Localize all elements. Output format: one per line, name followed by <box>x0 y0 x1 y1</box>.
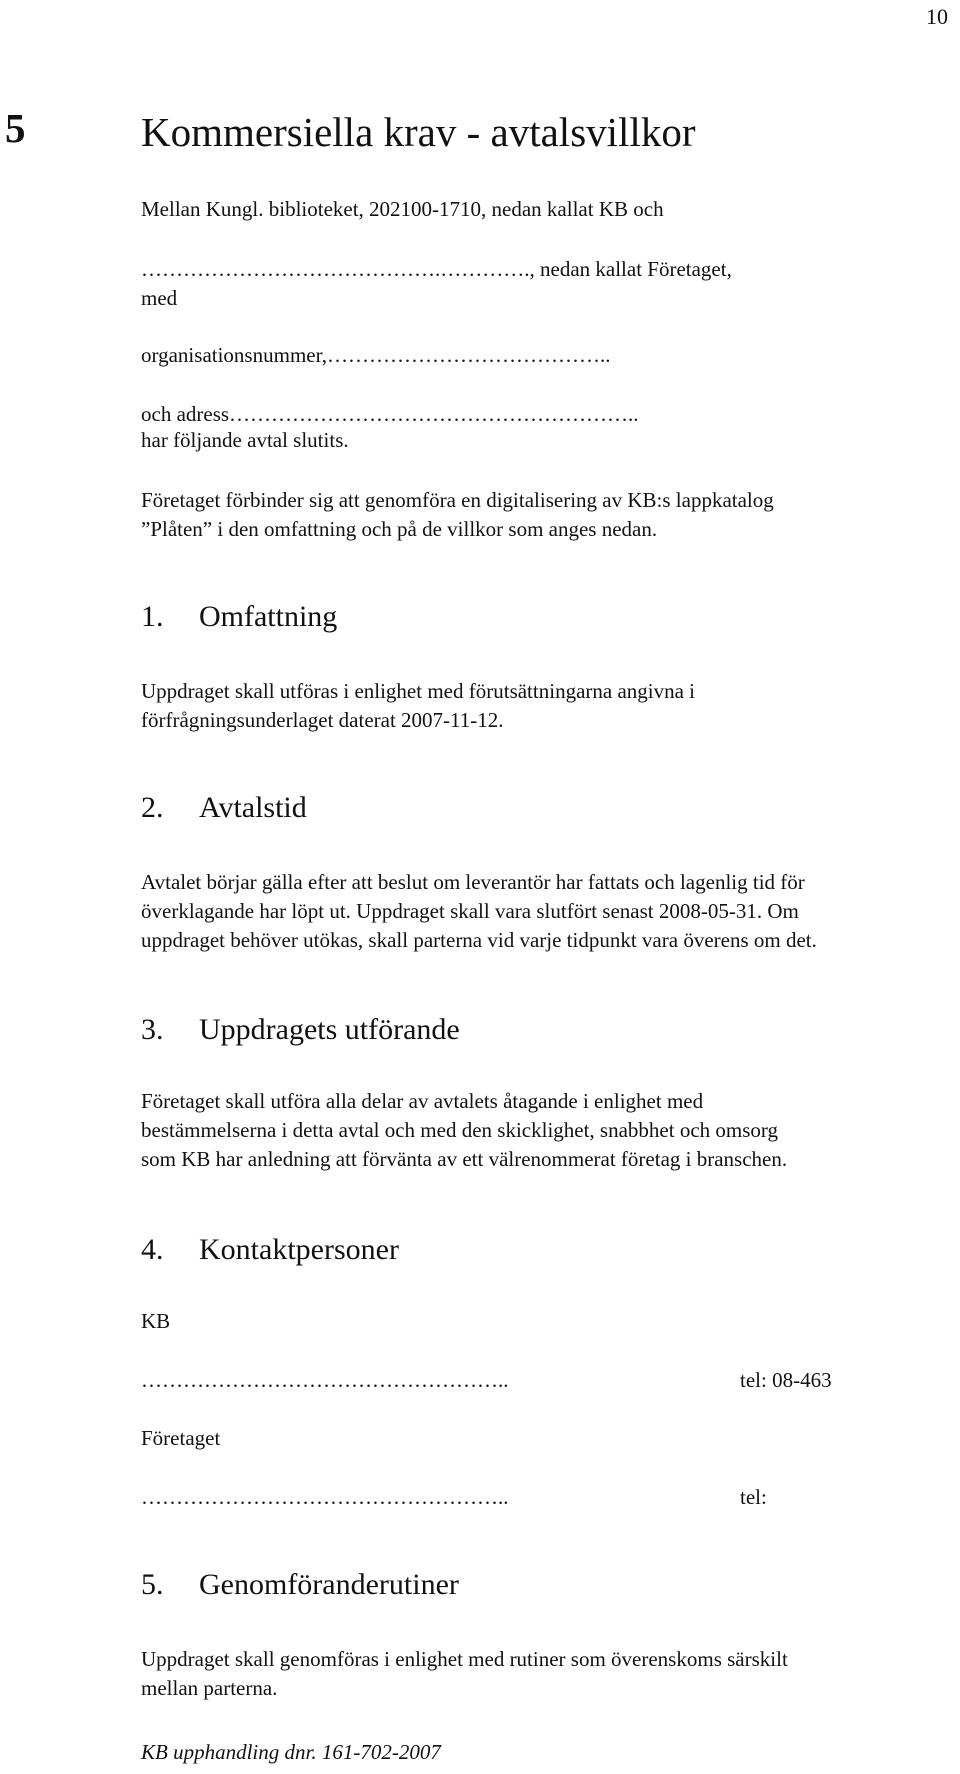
section-3-line-2: bestämmelserna i detta avtal och med den skicklighet, snabbhet och omsorg <box>141 1118 779 1142</box>
chapter-title: Kommersiella krav - avtalsvillkor <box>141 109 696 155</box>
contact-company-line: …………………………………………….. <box>141 1485 509 1509</box>
section-3-line-3: som KB har anledning att förvänta av ett välrenommerat företag i branschen. <box>141 1147 788 1171</box>
section-3-line-1: Företaget skall utföra alla delar av avtalets åtagande i enlighet med <box>141 1089 704 1113</box>
contact-kb-label: KB <box>141 1309 171 1333</box>
section-1-line-1: Uppdraget skall utföras i enlighet med förutsättningarna angivna i <box>141 679 696 703</box>
contact-company-label: Företaget <box>141 1426 221 1450</box>
intro-line-med: med <box>141 286 178 310</box>
chapter-number: 5 <box>5 105 26 151</box>
section-2-line-2: överklagande har löpt ut. Uppdraget skall vara slutfört senast 2008-05-31. Om <box>141 899 799 923</box>
intro-line-agreement: har följande avtal slutits. <box>141 428 349 452</box>
preamble-line-1: Företaget förbinder sig att genomföra en digitalisering av KB:s lappkatalog <box>141 488 774 512</box>
section-1-title: Omfattning <box>199 600 338 633</box>
intro-line-parties: Mellan Kungl. biblioteket, 202100-1710, nedan kallat KB och <box>141 197 664 221</box>
intro-line-company-blank: …………………………………….…………., nedan kallat Företaget, <box>141 257 732 281</box>
footer-reference: KB upphandling dnr. 161-702-2007 <box>141 1740 441 1764</box>
section-3-number: 3. <box>141 1013 164 1046</box>
contact-kb-tel: tel: 08-463 <box>740 1368 832 1392</box>
section-5-title: Genomföranderutiner <box>199 1568 459 1601</box>
section-5-number: 5. <box>141 1568 164 1601</box>
intro-line-address: och adress………………………………………………….. <box>141 402 639 426</box>
section-5-line-2: mellan parterna. <box>141 1676 278 1700</box>
section-4-number: 4. <box>141 1233 164 1266</box>
section-2-line-1: Avtalet börjar gälla efter att beslut om leverantör har fattats och lagenlig tid för <box>141 870 805 894</box>
section-1-number: 1. <box>141 600 164 633</box>
section-2-line-3: uppdraget behöver utökas, skall parterna vid varje tidpunkt vara överens om det. <box>141 928 817 952</box>
page-number: 10 <box>926 4 948 29</box>
section-2-title: Avtalstid <box>199 791 307 824</box>
section-2-number: 2. <box>141 791 164 824</box>
section-5-line-1: Uppdraget skall genomföras i enlighet med rutiner som överenskoms särskilt <box>141 1647 788 1671</box>
preamble-line-2: ”Plåten” i den omfattning och på de villkor som anges nedan. <box>141 517 658 541</box>
section-4-title: Kontaktpersoner <box>199 1233 399 1266</box>
section-3-title: Uppdragets utförande <box>199 1013 460 1046</box>
section-1-line-2: förfrågningsunderlaget daterat 2007-11-12. <box>141 708 504 732</box>
contact-company-tel: tel: <box>740 1485 767 1509</box>
contact-kb-line: …………………………………………….. <box>141 1368 509 1392</box>
intro-line-orgnr: organisationsnummer,………………………………….. <box>141 343 611 367</box>
